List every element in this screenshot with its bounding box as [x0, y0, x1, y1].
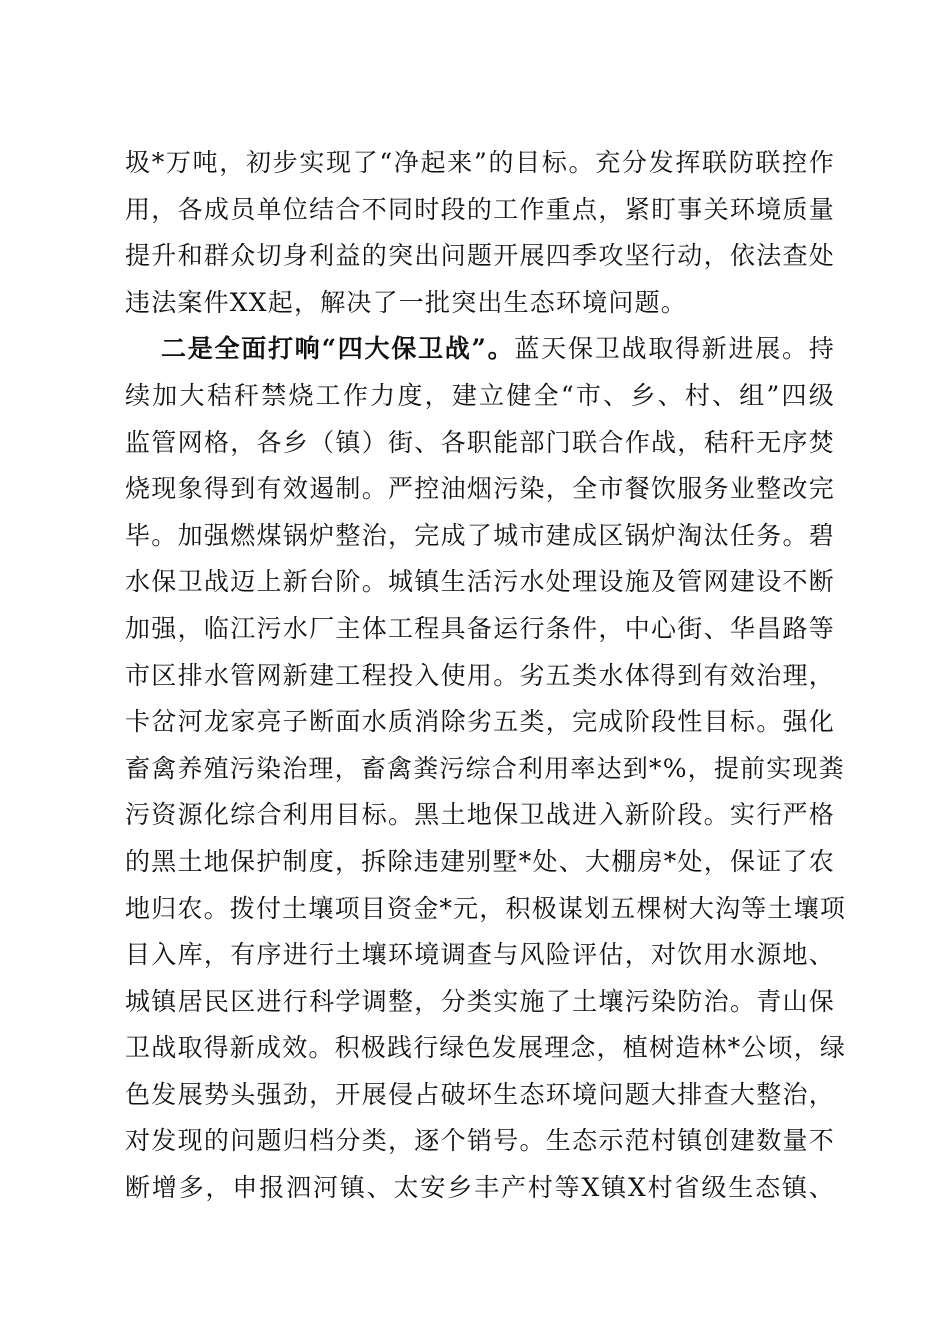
text-line: 监管网格，各乡（镇）街、各职能部门联合作战，秸秆无序焚 — [125, 427, 835, 457]
text-line: 水保卫战迈上新台阶。城镇生活污水处理设施及管网建设不断 — [125, 567, 835, 597]
text-line: 续加大秸秆禁烧工作力度，建立健全“市、乡、村、组”四级 — [125, 380, 835, 410]
text-line: 提升和群众切身利益的突出问题开展四季攻坚行动，依法查处 — [125, 241, 835, 271]
text-run: 蓝天保卫战取得新进展。持 — [514, 334, 835, 364]
paragraph-lead: 二是全面打响“四大保卫战”。 — [161, 334, 515, 364]
text-line: 城镇居民区进行科学调整，分类实施了土壤污染防治。青山保 — [125, 986, 835, 1016]
text-line: 加强，临江污水厂主体工程具备运行条件，中心街、华昌路等 — [125, 613, 835, 643]
text-line: 毕。加强燃煤锅炉整治，完成了城市建成区锅炉淘汰任务。碧 — [125, 520, 835, 550]
text-line: 违法案件XX起，解决了一批突出生态环境问题。 — [125, 287, 687, 317]
text-line: 地归农。拨付土壤项目资金*元，积极谋划五棵树大沟等土壤项 — [125, 893, 847, 923]
text-line: 的黑土地保护制度，拆除违建别墅*处、大棚房*处，保证了农 — [125, 846, 835, 876]
text-line: 目入库，有序进行土壤环境调查与风险评估，对饮用水源地、 — [125, 940, 835, 970]
text-line: 污资源化综合利用目标。黑土地保卫战进入新阶段。实行严格 — [125, 800, 835, 830]
text-line: 畜禽养殖污染治理，畜禽粪污综合利用率达到*%，提前实现粪 — [125, 753, 845, 783]
text-line: 圾*万吨，初步实现了“净起来”的目标。充分发挥联防联控作 — [125, 148, 835, 177]
text-line — [125, 326, 835, 373]
text-line: 色发展势头强劲，开展侵占破坏生态环境问题大排查大整治， — [125, 1079, 835, 1109]
paragraph-2 — [125, 326, 847, 1211]
paragraph-1 — [125, 140, 835, 326]
body-text — [125, 140, 847, 1212]
text-line: 对发现的问题归档分类，逐个销号。生态示范村镇创建数量不 — [125, 1126, 835, 1156]
text-line: 卫战取得新成效。积极践行绿色发展理念，植树造林*公顷，绿 — [125, 1033, 847, 1063]
text-line: 市区排水管网新建工程投入使用。劣五类水体得到有效治理， — [125, 660, 835, 690]
text-line: 烧现象得到有效遏制。严控油烟污染，全市餐饮服务业整改完 — [125, 474, 835, 504]
text-line: 卡岔河龙家亮子断面水质消除劣五类，完成阶段性目标。强化 — [125, 707, 835, 737]
text-line: 用，各成员单位结合不同时段的工作重点，紧盯事关环境质量 — [125, 194, 835, 224]
text-line: 断增多，申报泗河镇、太安乡丰产村等X镇X村省级生态镇、 — [125, 1173, 835, 1203]
